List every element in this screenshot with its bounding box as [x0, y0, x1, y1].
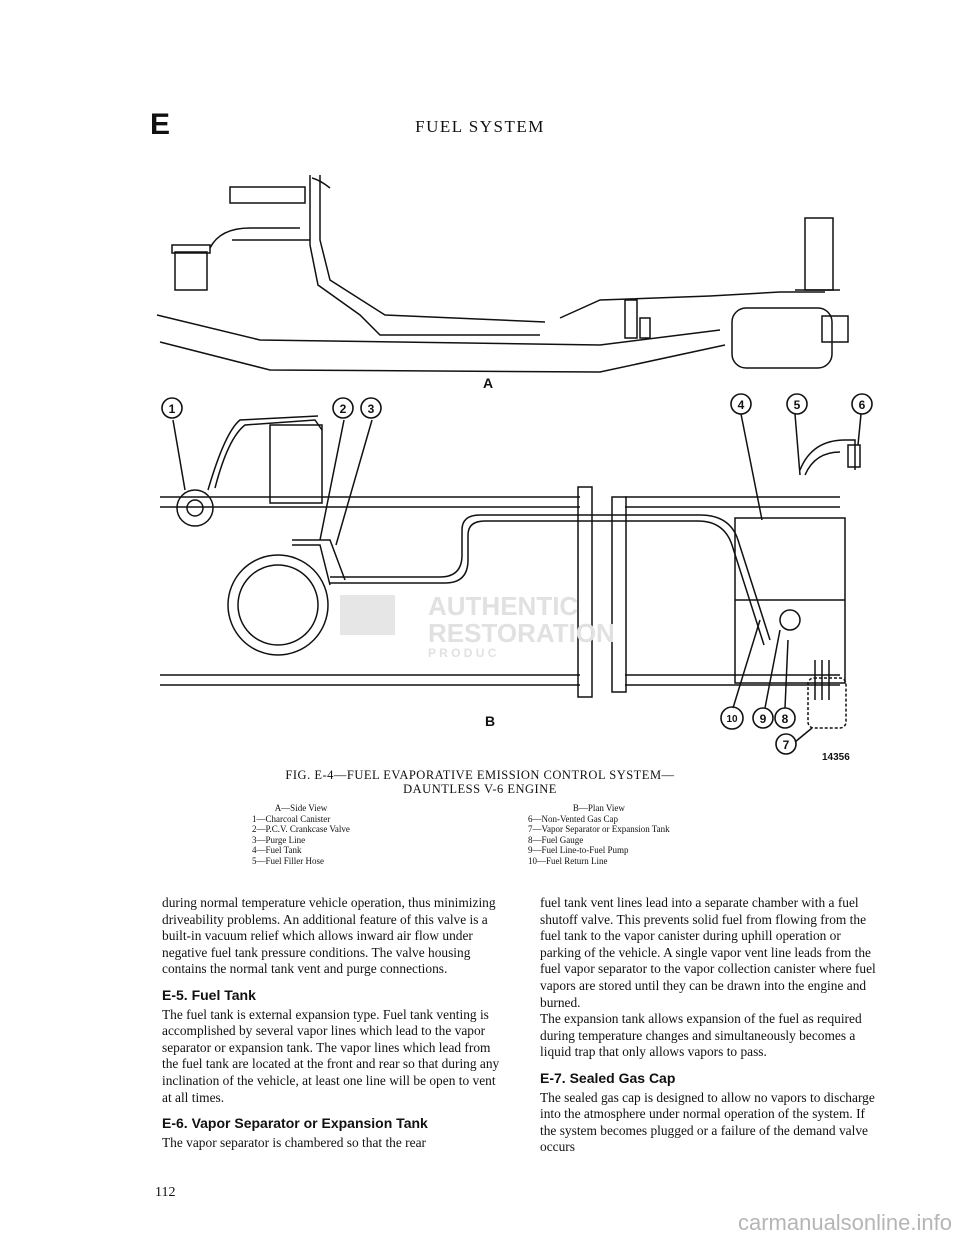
legend-item: 2—P.C.V. Crankcase Valve — [252, 824, 350, 834]
heading-e6: E-6. Vapor Separator or Expansion Tank — [162, 1115, 428, 1132]
view-b-label: B — [485, 713, 496, 729]
legend-item: 4—Fuel Tank — [252, 845, 302, 855]
watermark-products: P R O D U C — [428, 646, 497, 660]
section-letter: E — [150, 108, 171, 141]
side-view-drawing — [157, 175, 848, 372]
legend-item: 5—Fuel Filler Hose — [252, 855, 324, 866]
body-column-right — [540, 895, 880, 1156]
callout-7: 7 — [782, 738, 790, 752]
page-header-title: FUEL SYSTEM — [415, 117, 545, 136]
legend-left — [252, 803, 350, 866]
site-watermark: carmanualsonline.info — [737, 1210, 952, 1235]
figure-watermark — [340, 591, 615, 660]
legend-item: 8—Fuel Gauge — [528, 834, 584, 845]
plan-view-drawing — [160, 414, 861, 742]
callout-2: 2 — [339, 402, 347, 416]
fuel-system-diagram — [140, 160, 866, 760]
callout-5: 5 — [793, 398, 801, 412]
legend-right — [528, 803, 670, 866]
callout-8: 8 — [781, 712, 789, 726]
callout-3: 3 — [367, 402, 375, 416]
legend-item: 7—Vapor Separator or Expansion Tank — [528, 824, 670, 834]
paragraph-e7: The sealed gas cap is designed to allow no vapors to discharge into the atmosphere under normal operation of the system. If the system becomes plugged or a failure of the demand valve occurs — [540, 1089, 875, 1155]
callout-6: 6 — [858, 398, 866, 412]
heading-e7: E-7. Sealed Gas Cap — [540, 1069, 676, 1086]
callout-10: 10 — [726, 714, 738, 725]
legend-item: 1—Charcoal Canister — [252, 813, 331, 824]
view-a-label: A — [483, 375, 494, 391]
paragraph-expansion: The expansion tank allows expansion of the fuel as required during temperature changes and simultaneously becomes a liquid trap that only allows vapors to pass. — [540, 1011, 862, 1060]
paragraph-intro: during normal temperature vehicle operation, thus minimizing driveability problems. An additional feature of this valve is a built-in vacuum relief which allows inward air flow under negative fuel tank pressure conditions. The valve housing contains the normal tank vent and purge connections. — [162, 895, 496, 977]
callout-4: 4 — [737, 398, 745, 412]
paragraph-vent-lines: fuel tank vent lines lead into a separate chamber with a fuel shutoff valve. This prevents solid fuel from flowing from the fuel tank to the vapor canister during uphill operation or parking of the vehicle. A single vapor vent line leads from the fuel vapor separator to the vapor collection canister where fuel vapors are stored until they can be drawn into the engine and burned. — [540, 895, 876, 1010]
watermark-authentic: AUTHENTIC — [428, 591, 579, 621]
legend-item: 9—Fuel Line-to-Fuel Pump — [528, 845, 629, 855]
callout-9: 9 — [759, 712, 767, 726]
callout-1: 1 — [168, 402, 176, 416]
legend-item: 10—Fuel Return Line — [528, 855, 608, 866]
legend-right-heading: B—Plan View — [572, 803, 625, 813]
legend-left-heading: A—Side View — [274, 803, 328, 813]
figure-number: 14356 — [822, 752, 850, 763]
paragraph-e6: The vapor separator is chambered so that the rear — [162, 1134, 426, 1150]
legend-item: 3—Purge Line — [252, 834, 306, 845]
figure-caption-line2: DAUNTLESS V-6 ENGINE — [403, 782, 557, 796]
figure-caption-line1: FIG. E-4—FUEL EVAPORATIVE EMISSION CONTROL SYSTEM— — [285, 768, 675, 782]
callout-group — [162, 394, 872, 754]
heading-e5: E-5. Fuel Tank — [162, 986, 256, 1003]
paragraph-e5: The fuel tank is external expansion type. Fuel tank venting is accomplished by several vapor lines which lead to the vapor separator or expansion tank. The vapor lines which lead from the fuel tank are located at the front and rear so that during any inclination of the vehicle, at least one line will be open to vent at all times. — [162, 1006, 500, 1105]
legend-item: 6—Non-Vented Gas Cap — [528, 813, 618, 824]
page-number: 112 — [155, 1185, 176, 1200]
watermark-restoration: RESTORATION — [428, 618, 615, 648]
body-column-left — [162, 895, 502, 1151]
